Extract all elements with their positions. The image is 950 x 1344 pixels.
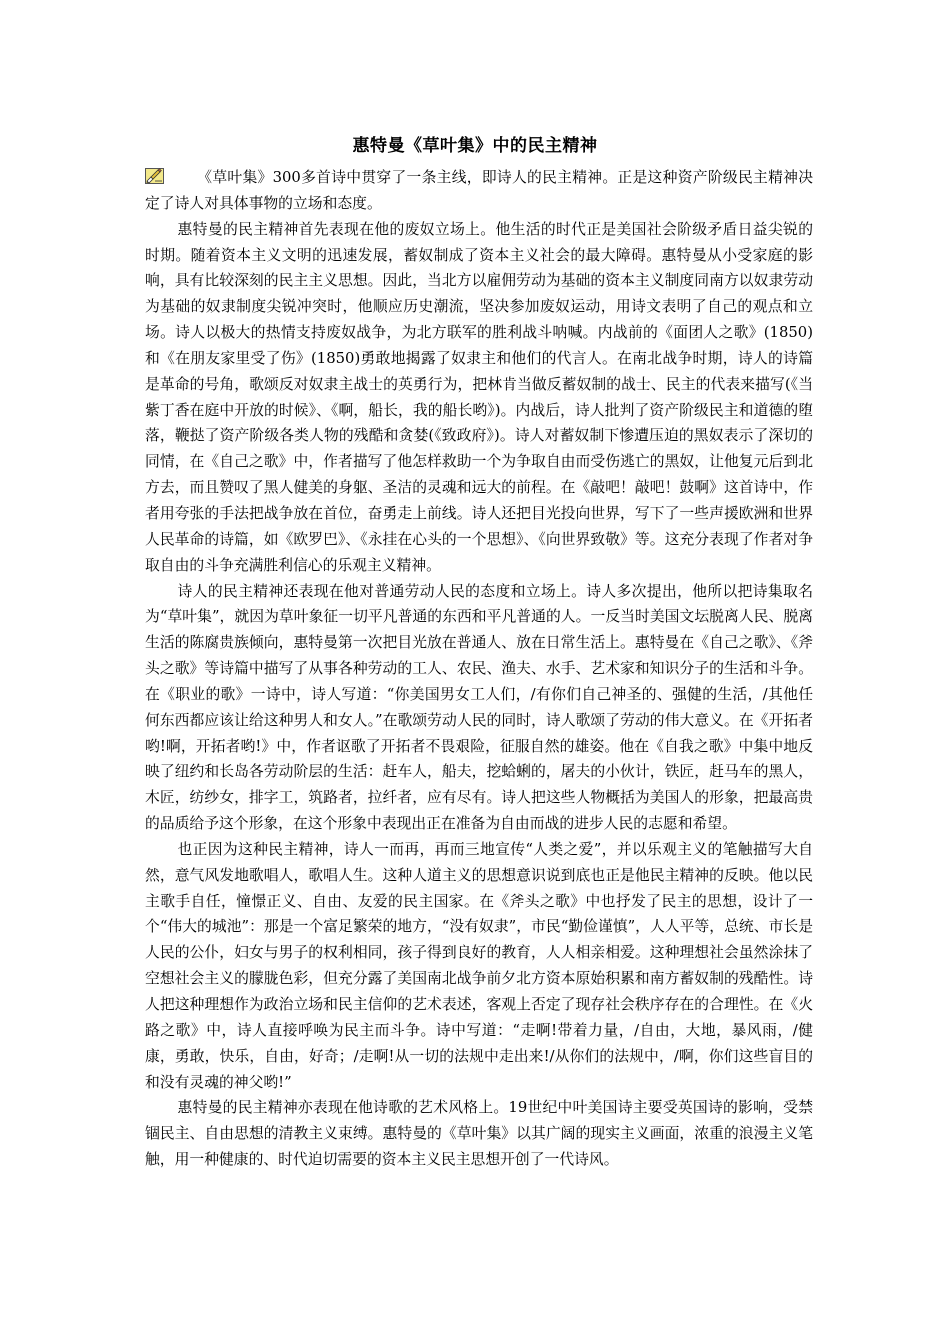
paragraph-1-text: 《草叶集》300多首诗中贯穿了一条主线，即诗人的民主精神。正是这种资产阶级民主精神决定了诗人对具体事物的立场和态度。 [145, 169, 813, 212]
paragraph-1 [145, 165, 813, 217]
note-pencil-icon [145, 168, 164, 184]
paragraph-2: 惠特曼的民主精神首先表现在他的废奴立场上。他生活的时代正是美国社会阶级矛盾日益尖锐的时期。随着资本主义文明的迅速发展，蓄奴制成了资本主义社会的最大障碍。惠特曼从小受家庭的影响，具有比较深刻的民主主义思想。因此，当北方以雇佣劳动为基础的资本主义制度同南方以奴隶劳动为基础的奴隶制度尖锐冲突时，他顺应历史潮流，坚决参加废奴运动，用诗文表明了自己的观点和立场。诗人以极大的热情支持废奴战争，为北方联军的胜利战斗呐喊。内战前的《面团人之歌》(1850)和《在朋友家里受了伤》(1850)勇敢地揭露了奴隶主和他们的代言人。在南北战争时期，诗人的诗篇是革命的号角，歌颂反对奴隶主战士的英勇行为，把林肯当做反蓄奴制的战士、民主的代表来描写(《当紫丁香在庭中开放的时候》、《啊，船长，我的船长哟》)。内战后，诗人批判了资产阶级民主和道德的堕落，鞭挞了资产阶级各类人物的残酷和贪婪(《致政府》)。诗人对蓄奴制下惨遭压迫的黑奴表示了深切的同情，在《自己之歌》中，作者描写了他怎样救助一个为争取自由而受伤逃亡的黑奴，让他复元后到北方去，而且赞叹了黑人健美的身躯、圣洁的灵魂和远大的前程。在《敲吧！敲吧！鼓啊》这首诗中，作者用夸张的手法把战争放在首位，奋勇走上前线。诗人还把目光投向世界，写下了一些声援欧洲和世界人民革命的诗篇，如《欧罗巴》、《永挂在心头的一个思想》、《向世界致敬》等。这充分表现了作者对争取自由的斗争充满胜利信心的乐观主义精神。 [145, 220, 813, 574]
paragraph-5: 惠特曼的民主精神亦表现在他诗歌的艺术风格上。19世纪中叶美国诗主要受英国诗的影响，受禁锢民主、自由思想的清教主义束缚。惠特曼的《草叶集》以其广阔的现实主义画面，浓重的浪漫主义笔触，用一种健康的、时代迫切需要的资本主义民主思想开创了一代诗风。 [145, 1099, 813, 1169]
document-body [145, 165, 813, 1173]
document-title: 惠特曼《草叶集》中的民主精神 [352, 136, 598, 156]
paragraph-3: 诗人的民主精神还表现在他对普通劳动人民的态度和立场上。诗人多次提出，他所以把诗集取名为“草叶集”，就因为草叶象征一切平凡普通的东西和平凡普通的人。一反当时美国文坛脱离人民、脱离生活的陈腐贵族倾向，惠特曼第一次把目光放在普通人、放在日常生活上。惠特曼在《自己之歌》、《斧头之歌》等诗篇中描写了从事各种劳动的工人、农民、渔夫、水手、艺术家和知识分子的生活和斗争。在《职业的歌》一诗中，诗人写道：“你美国男女工人们，/有你们自己神圣的、强健的生活，/其他任何东西都应该让给这种男人和女人。”在歌颂劳动人民的同时，诗人歌颂了劳动的伟大意义。在《开拓者哟!啊，开拓者哟!》中，作者讴歌了开拓者不畏艰险，征服自然的雄姿。他在《自我之歌》中集中地反映了纽约和长岛各劳动阶层的生活：赶车人，船夫，挖蛤蜊的，屠夫的小伙计，铁匠，赶马车的黑人，木匠，纺纱女，排字工，筑路者，拉纤者，应有尽有。诗人把这些人物概括为美国人的形象，把最高贵的品质给予这个形象，在这个形象中表现出正在准备为自由而战的进步人民的志愿和希望。 [145, 582, 813, 833]
paragraph-4: 也正因为这种民主精神，诗人一而再，再而三地宣传“人类之爱”，并以乐观主义的笔触描写大自然，意气风发地歌唱人，歌唱人生。这种人道主义的思想意识说到底也正是他民主精神的反映。他以民主歌手自任，憧憬正义、自由、友爱的民主国家。在《斧头之歌》中也抒发了民主的思想，设计了一个“伟大的城池”：那是一个富足繁荣的地方，“没有奴隶”，市民“勤俭谨慎”，人人平等，总统、市长是人民的公仆，妇女与男子的权利相同，孩子得到良好的教育，人人相亲相爱。这种理想社会虽然涂抹了空想社会主义的朦胧色彩，但充分露了美国南北战争前夕北方资本原始积累和南方蓄奴制的残酷性。诗人把这种理想作为政治立场和民主信仰的艺术表述，客观上否定了现存社会秩序存在的合理性。在《火路之歌》中，诗人直接呼唤为民主而斗争。诗中写道：“走啊!带着力量，/自由，大地，暴风雨，/健康，勇敢，快乐，自由，好奇；/走啊!从一切的法规中走出来!/从你们的法规中，/啊，你们这些盲目的和没有灵魂的神父哟!” [145, 840, 813, 1091]
